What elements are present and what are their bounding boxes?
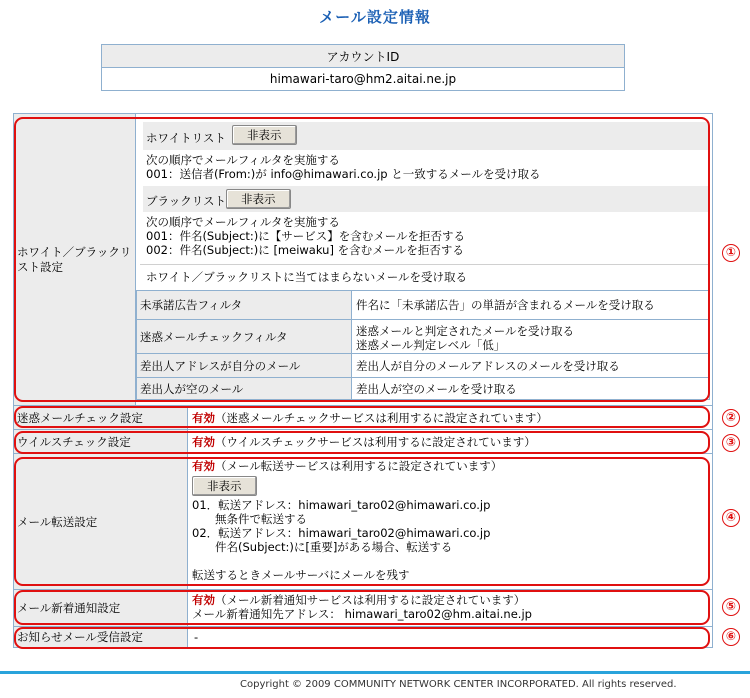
wb-default-text: ホワイト／ブラックリストに当てはまらないメールを受け取る	[146, 270, 467, 284]
virus-label-cell	[14, 430, 188, 453]
notify-status: 有効	[192, 593, 215, 607]
page-title: メール設定情報	[319, 8, 431, 26]
blacklist-rule-line: 002：件名(Subject:)に [meiwaku] を含むメールを拒否する	[146, 243, 464, 257]
forward-label-cell	[14, 454, 188, 589]
notify-address: メール新着通知先アドレス： himawari_taro02@hm.aitai.ne.jp	[192, 607, 532, 621]
divider	[140, 264, 710, 265]
settings-table	[13, 113, 713, 648]
filter-row-value: 件名に「未承諾広告」の単語が含まれるメールを受け取る	[356, 298, 655, 312]
marker-4: ④	[722, 509, 740, 527]
filter-row-label-cell	[137, 354, 352, 377]
blacklist-label: ブラックリスト	[146, 194, 227, 208]
marker-2: ②	[722, 409, 740, 427]
spam-note: （迷惑メールチェックサービスは利用するに設定されています）	[215, 411, 548, 425]
blacklist-hide-button[interactable]: 非表示	[226, 189, 291, 209]
virus-note: （ウイルスチェックサービスは利用するに設定されています）	[215, 435, 536, 449]
filter-row-label-cell	[137, 291, 352, 319]
spam-label-cell	[14, 406, 188, 429]
spam-status: 有効	[192, 411, 215, 425]
forward-value	[192, 459, 502, 582]
forward-rule-line: 無条件で転送する	[192, 512, 307, 526]
whitelist-header	[143, 122, 708, 150]
filter-row-label: 差出人が空のメール	[140, 381, 244, 396]
info-value: -	[194, 630, 199, 644]
account-header: アカウントID	[102, 45, 625, 68]
forward-note: （メール転送サービスは利用するに設定されています）	[215, 459, 503, 473]
filter-row-label: 迷惑メールチェックフィルタ	[140, 329, 288, 344]
filter-row-value-line: 迷惑メールと判定されたメールを受け取る	[356, 324, 575, 338]
account-id: himawari-taro@hm2.aitai.ne.jp	[102, 68, 625, 91]
footer-divider	[0, 671, 750, 674]
notify-value	[192, 593, 532, 621]
notify-note: （メール新着通知サービスは利用するに設定されています）	[215, 593, 526, 607]
blacklist-rules	[146, 215, 465, 257]
filter-row-label-cell	[137, 320, 352, 353]
blacklist-rule-line: 次の順序でメールフィルタを実施する	[146, 215, 340, 229]
forward-hide-button[interactable]: 非表示	[192, 476, 257, 496]
info-label: お知らせメール受信設定	[17, 630, 143, 644]
filter-row-value: 差出人が自分のメールアドレスのメールを受け取る	[356, 359, 620, 373]
marker-6: ⑥	[722, 628, 740, 646]
account-table	[101, 44, 625, 91]
filter-row-value-line: 迷惑メール判定レベル「低」	[356, 338, 506, 352]
notify-label: メール新着通知設定	[17, 601, 121, 615]
spam-label: 迷惑メールチェック設定	[17, 410, 143, 425]
wb-label: ホワイト／ブラックリスト設定	[17, 244, 132, 274]
forward-label: メール転送設定	[17, 514, 98, 529]
copyright: Copyright © 2009 COMMUNITY NETWORK CENTER INCORPORATED. All rights reserved.	[240, 679, 677, 690]
forward-rule-line: 01．転送アドレス：himawari_taro02@himawari.co.jp	[192, 498, 491, 512]
notify-label-cell	[14, 590, 188, 626]
whitelist-label: ホワイトリスト	[146, 131, 226, 145]
blacklist-header	[143, 186, 708, 212]
forward-rule-line: 02．転送アドレス：himawari_taro02@himawari.co.jp	[192, 526, 491, 540]
filter-row-value	[356, 324, 574, 352]
forward-keep-text: 転送するときメールサーバにメールを残す	[192, 568, 410, 582]
spam-value	[192, 411, 548, 425]
virus-label: ウイルスチェック設定	[17, 434, 131, 449]
filter-rows	[136, 290, 710, 400]
whitelist-rules	[146, 153, 541, 181]
marker-5: ⑤	[722, 598, 740, 616]
filter-row-label: 未承諾広告フィルタ	[140, 298, 243, 312]
filter-row-value: 差出人が空のメールを受け取る	[356, 382, 517, 396]
forward-rule-line: 件名(Subject:)に[重要]がある場合、転送する	[192, 540, 453, 554]
virus-status: 有効	[192, 435, 215, 449]
filter-row-label: 差出人アドレスが自分のメール	[140, 358, 301, 373]
whitelist-rule-line: 001：送信者(From:)が info@himawari.co.jp と一致するメールを受け取る	[146, 167, 541, 181]
filter-row-label-cell	[137, 378, 352, 399]
wb-label-cell	[14, 114, 136, 405]
info-label-cell	[14, 627, 188, 647]
virus-value	[192, 435, 536, 449]
marker-3: ③	[722, 434, 740, 452]
marker-1: ①	[722, 244, 740, 262]
whitelist-hide-button[interactable]: 非表示	[232, 125, 297, 145]
forward-status: 有効	[192, 459, 215, 473]
blacklist-rule-line: 001：件名(Subject:)に【サービス】を含むメールを拒否する	[146, 229, 466, 243]
whitelist-rule-line: 次の順序でメールフィルタを実施する	[146, 153, 340, 167]
